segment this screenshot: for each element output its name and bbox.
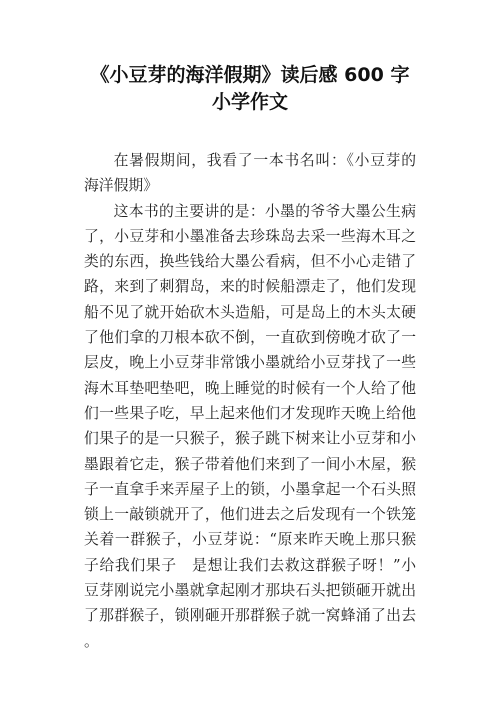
paragraph-intro: 在暑假期间，我看了一本书名叫：《小豆芽的海洋假期》	[84, 152, 416, 195]
document-body	[84, 148, 416, 654]
document-title-continued: 小学作文	[211, 91, 288, 113]
paragraph-summary: 这本书的主要讲的是：小墨的爷爷大墨公生病了，小豆芽和小墨准备去珍珠岛去采一些海木耳之类的东西，换些钱给大墨公看病，但不小心走错了路，来到了刺猬岛，来的时候船漂走了，他们发现船不见了就开始砍木头造船，可是岛上的木头太硬了他们拿的刀根本砍不倒，一直砍到傍晚才砍了一层皮，晚上小豆芽非常饿小墨就给小豆芽找了一些海木耳垫吧垫吧，晚上睡觉的时候有一个人给了他们一些果子吃，早上起来他们才发现昨天晚上给他们果子的是一只猴子，猴子跳下树来让小豆芽和小墨跟着它走，猴子带着他们来到了一间小木屋，猴子一直拿手来弄屋子上的锁，小墨拿起一个石头照锁上一敲锁就开了，他们进去之后发现有一个铁笼关着一群猴子，小豆芽说：“原来昨天晚上那只猴子给我们果子 是想让我们去救这群猴子呀！”小豆芽刚说完小墨就拿起刚才那块石头把锁砸开就出了那群猴子，锁刚砸开那群猴子就一窝蜂涌了出去。	[84, 202, 416, 650]
document-title: 《小豆芽的海洋假期》读后感 600 字	[90, 64, 410, 86]
